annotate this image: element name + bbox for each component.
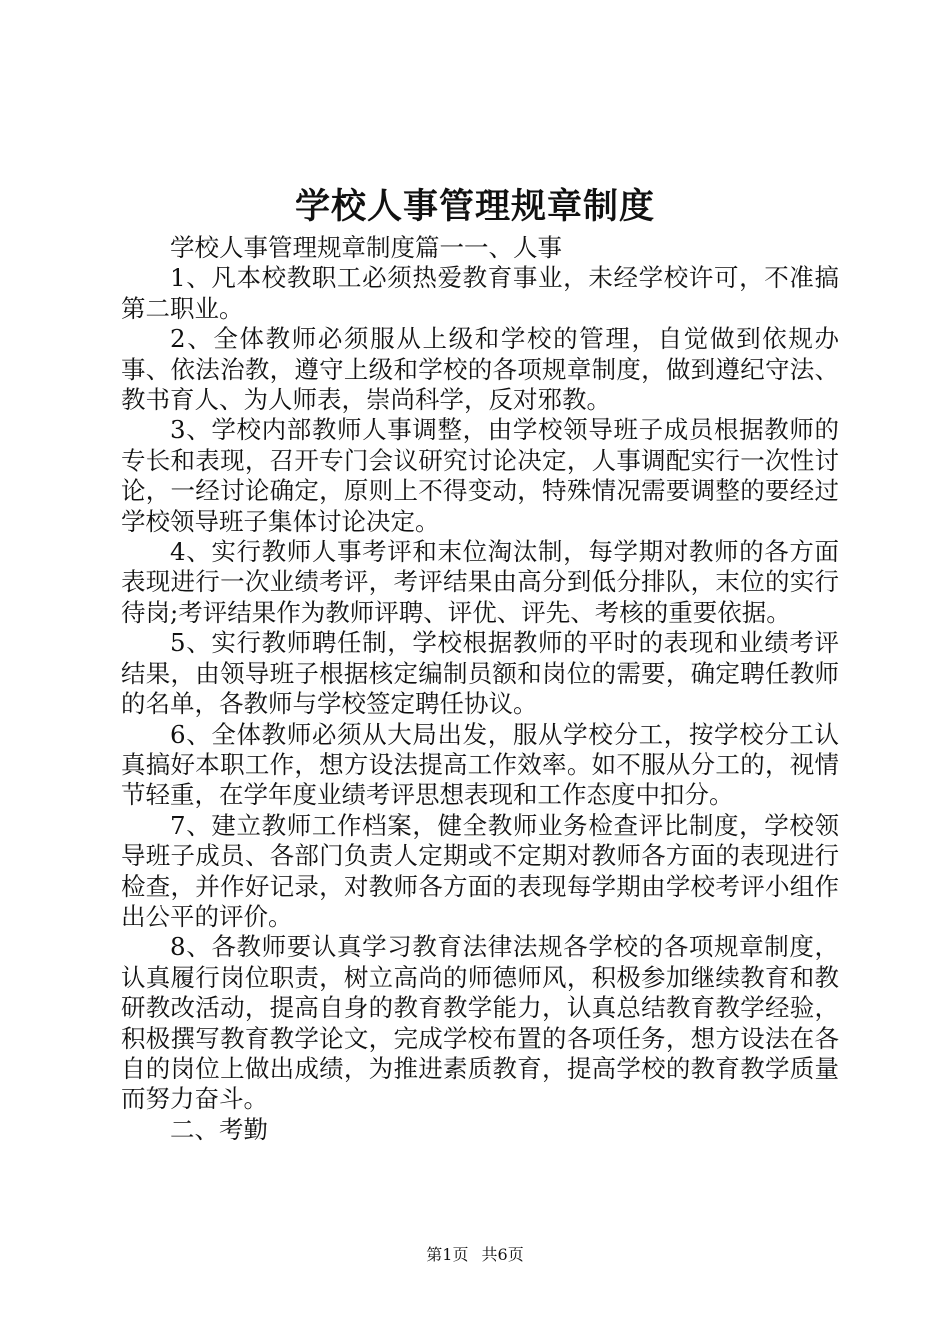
paragraph-4: 4、实行教师人事考评和末位淘汰制，每学期对教师的各方面表现进行一次业绩考评，考评结果由高分到低分排队，末位的实行待岗;考评结果作为教师评聘、评优、评先、考核的重要依据。 [121,537,839,627]
paragraph-8: 8、各教师要认真学习教育法律法规各学校的各项规章制度，认真履行岗位职责，树立高尚的师德师风，积极参加继续教育和教研教改活动，提高自身的教育教学能力，认真总结教育教学经验，积极撰写教育教学论文，完成学校布置的各项任务，想方设法在各自的岗位上做出成绩，为推进素质教育，提高学校的教育教学质量而努力奋斗。 [121,932,839,1114]
section-heading-attendance: 二、考勤 [170,1114,268,1144]
document-body [121,233,839,1145]
paragraph-2: 2、全体教师必须服从上级和学校的管理，自觉做到依规办事、依法治教，遵守上级和学校的各项规章制度，做到遵纪守法、教书育人、为人师表，崇尚科学，反对邪教。 [121,324,839,415]
section-heading-personnel: 学校人事管理规章制度篇一一、人事 [170,233,562,262]
paragraph-1: 1、凡本校教职工必须热爱教育事业，未经学校许可，不准搞第二职业。 [121,263,839,323]
paragraph-5: 5、实行教师聘任制，学校根据教师的平时的表现和业绩考评结果，由领导班子根据核定编制员额和岗位的需要，确定聘任教师的名单，各教师与学校签定聘任协议。 [121,628,839,719]
paragraph-6: 6、全体教师必须从大局出发，服从学校分工，按学校分工认真搞好本职工作，想方设法提高工作效率。如不服从分工的，视情节轻重，在学年度业绩考评思想表现和工作态度中扣分。 [121,719,839,810]
paragraph-7: 7、建立教师工作档案，健全教师业务检查评比制度，学校领导班子成员、各部门负责人定期或不定期对教师各方面的表现进行检查，并作好记录，对教师各方面的表现每学期由学校考评小组作出公平的评价。 [121,810,839,931]
document-title: 学校人事管理规章制度 [294,186,655,227]
page-number-footer: 第1页 共6页 [426,1245,524,1264]
paragraph-3: 3、学校内部教师人事调整，由学校领导班子成员根据教师的专长和表现，召开专门会议研究讨论决定，人事调配实行一次性讨论，一经讨论确定，原则上不得变动，特殊情况需要调整的要经过学校领导班子集体讨论决定。 [121,415,839,536]
